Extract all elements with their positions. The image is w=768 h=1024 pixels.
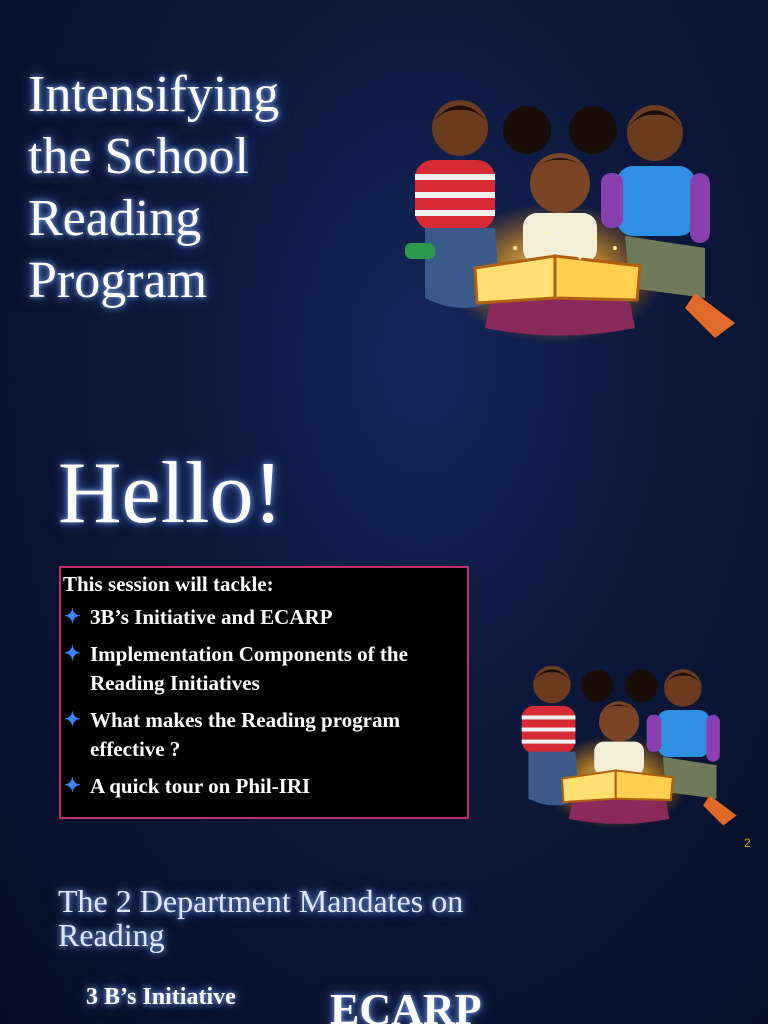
session-lead: This session will tackle: (63, 572, 274, 596)
topic-item (63, 603, 467, 632)
hello-heading: Hello! (58, 445, 283, 542)
title-line-1: The 2 Department Mandates on (58, 883, 464, 919)
topic-text: Implementation Components of the Reading Initiatives (90, 642, 408, 695)
session-topics-box (59, 566, 469, 819)
bullet-star-icon: ✦ (64, 643, 81, 665)
title-line-2: the School (28, 128, 249, 185)
children-reading-illustration (405, 88, 740, 363)
slide-2 (0, 420, 768, 860)
topic-list (63, 603, 467, 801)
bullet-star-icon: ✦ (64, 775, 81, 797)
title-line-2: Reading (58, 917, 165, 953)
mandate-ecarp-heading: ECARP (330, 985, 482, 1024)
slide-1 (0, 0, 768, 420)
slide-1-title (28, 64, 279, 312)
page-number: 2 (744, 836, 751, 850)
children-reading-illustration-small (515, 655, 740, 845)
topic-item (63, 640, 467, 698)
slide-3 (0, 860, 768, 1024)
slide-3-title (58, 884, 463, 952)
topic-item (63, 706, 467, 764)
title-line-4: Program (28, 252, 208, 309)
title-line-1: Intensifying (28, 66, 280, 123)
topic-text: A quick tour on Phil-IRI (90, 774, 311, 798)
bullet-star-icon: ✦ (64, 709, 81, 731)
topic-text: What makes the Reading program effective ? (90, 708, 400, 761)
title-line-3: Reading (28, 190, 202, 247)
topic-item (63, 772, 467, 801)
bullet-star-icon: ✦ (64, 606, 81, 628)
topic-text: 3B’s Initiative and ECARP (90, 605, 333, 629)
mandate-3bs-heading: 3 B’s Initiative (86, 984, 236, 1010)
